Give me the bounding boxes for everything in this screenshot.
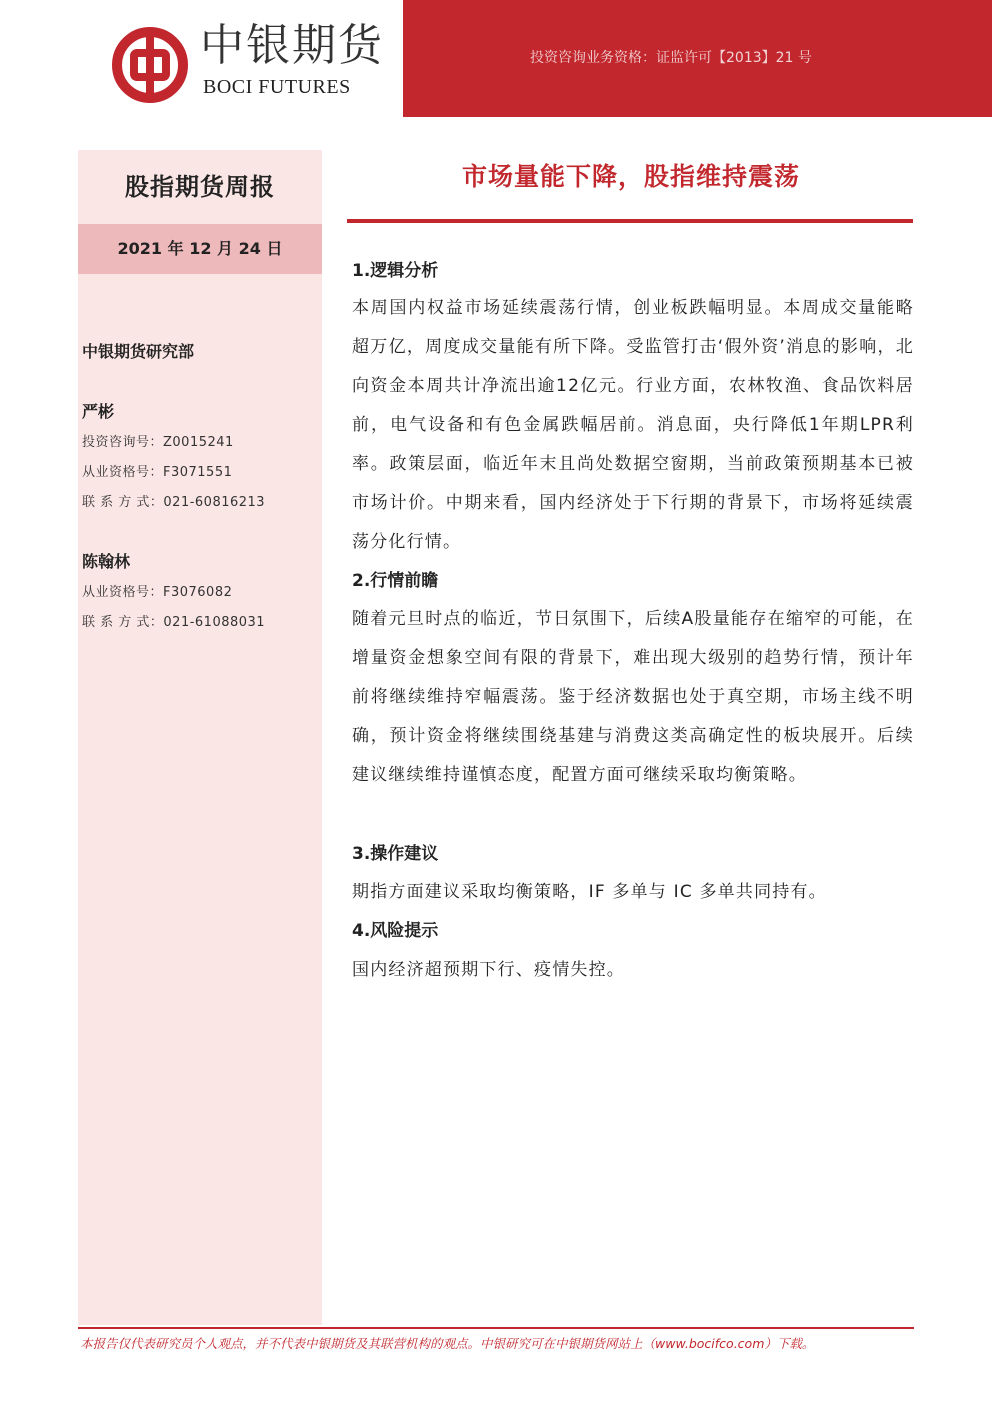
analyst-name: 陈翰林 <box>82 552 131 571</box>
license-text: 投资咨询业务资格：证监许可【2013】21 号 <box>530 50 812 66</box>
analyst-detail: 从业资格号：F3071551 <box>82 465 233 480</box>
sidebar <box>78 150 322 1325</box>
logo-english: BOCI FUTURES <box>203 76 351 98</box>
section-heading: 4.风险提示 <box>352 921 439 941</box>
boc-logo-icon <box>112 27 188 103</box>
logo-chinese: 中银期货 <box>200 20 384 71</box>
analyst-detail: 联 系 方 式：021-61088031 <box>82 615 266 630</box>
section-heading: 2.行情前瞻 <box>352 571 439 591</box>
section-body: 本周国内权益市场延续震荡行情，创业板跌幅明显。本周成交量能略超万亿，周度成交量能有所下降。受监管打击‘假外资’消息的影响，北向资金本周共计净流出逾12亿元。行业方面，农林牧渔、食品饮料居前，电气设备和有色金属跌幅居前。消息面，央行降低1年期LPR利率。政策层面，临近年末且尚处数据空窗期，当前政策预期基本已被市场计价。中期来看，国内经济处于下行期的背景下，市场将延续震荡分化行情。 <box>352 298 914 552</box>
disclaimer: 本报告仅代表研究员个人观点，并不代表中银期货及其联营机构的观点。中银研究可在中银期货网站上（www.bocifco.com）下载。 <box>80 1336 815 1351</box>
section-heading: 3.操作建议 <box>352 844 439 864</box>
analyst-detail: 从业资格号：F3076082 <box>82 585 233 600</box>
page-header <box>0 0 992 118</box>
section-heading: 1.逻辑分析 <box>352 261 439 281</box>
footer-divider <box>78 1327 914 1329</box>
title-divider <box>347 219 913 223</box>
analyst-detail: 联 系 方 式：021-60816213 <box>82 495 266 510</box>
analyst-detail: 投资咨询号：Z0015241 <box>82 435 234 450</box>
section-body: 国内经济超预期下行、疫情失控。 <box>352 960 625 980</box>
section-body: 期指方面建议采取均衡策略，IF 多单与 IC 多单共同持有。 <box>352 882 827 902</box>
report-date: 2021 年 12 月 24 日 <box>78 224 322 274</box>
section-body: 随着元旦时点的临近，节日氛围下，后续A股量能存在缩窄的可能，在增量资金想象空间有限的背景下，难出现大级别的趋势行情，预计年前将继续维持窄幅震荡。鉴于经济数据也处于真空期，市场主线不明确，预计资金将继续围绕基建与消费这类高确定性的板块展开。后续建议继续维持谨慎态度，配置方面可继续采取均衡策略。 <box>352 609 914 785</box>
analyst-name: 严彬 <box>82 402 115 421</box>
report-type: 股指期货周报 <box>125 172 275 201</box>
page-title: 市场量能下降，股指维持震荡 <box>461 162 800 191</box>
research-department: 中银期货研究部 <box>82 342 195 361</box>
